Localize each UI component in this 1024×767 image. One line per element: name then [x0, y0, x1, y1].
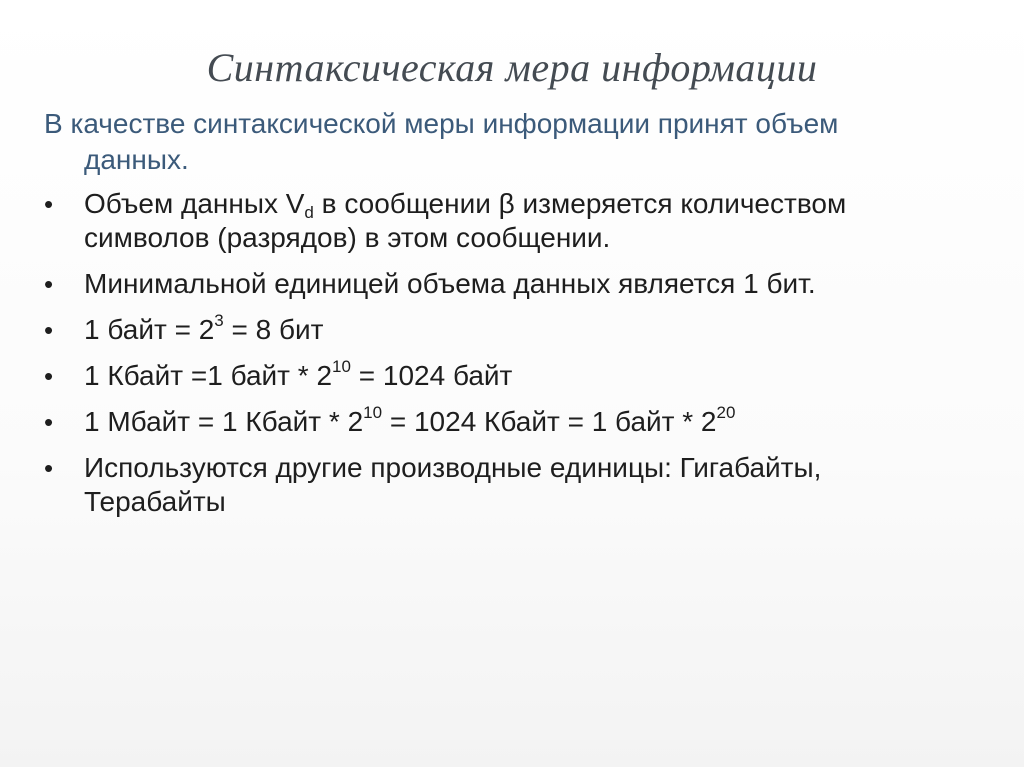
formula-exponent: 20 [716, 403, 736, 422]
bullet-item-data-volume [44, 187, 984, 255]
intro-line-2: данных. [84, 144, 189, 175]
bullet-item-min-unit [44, 267, 984, 301]
formula-exponent: 3 [214, 311, 224, 330]
bullet-item-byte [44, 313, 984, 347]
bullet-item-derived-units [44, 451, 984, 519]
formula-text: 1 Кбайт =1 байт * 2 [84, 360, 333, 391]
slide-title: Синтаксическая мера информации [206, 45, 818, 90]
bullet-icon: • [44, 361, 54, 391]
bullet-text: Терабайты [84, 486, 226, 517]
bullet-icon: • [44, 269, 54, 299]
bullet-text: символов (разрядов) в этом сообщении. [84, 222, 611, 253]
variable-v: V [285, 188, 305, 219]
formula-exponent: 10 [332, 357, 351, 376]
bullet-text: Объем данных [84, 188, 286, 219]
intro-paragraph [44, 106, 964, 178]
formula-text: = 1024 байт [350, 360, 513, 391]
intro-line-1: В качестве синтаксической меры информации принят объем [44, 108, 839, 139]
bullet-item-megabyte [44, 405, 984, 439]
bullet-text: Используются другие производные единицы: Гигабайты, [84, 452, 822, 483]
formula-text: = 1024 Кбайт = 1 байт * 2 [382, 406, 717, 437]
bullet-item-kilobyte [44, 359, 984, 393]
formula-text: 1 Мбайт = 1 Кбайт * 2 [84, 406, 364, 437]
bullet-list [44, 187, 984, 531]
formula-text: 1 байт = 2 [84, 314, 215, 345]
bullet-icon: • [44, 453, 54, 483]
bullet-icon: • [44, 189, 54, 219]
bullet-icon: • [44, 315, 54, 345]
bullet-icon: • [44, 407, 54, 437]
formula-text: = 8 бит [223, 314, 324, 345]
bullet-text: Минимальной единицей объема данных является 1 бит. [84, 268, 816, 299]
formula-exponent: 10 [363, 403, 383, 422]
variable-v-subscript: d [304, 203, 314, 222]
bullet-text: в сообщении β измеряется количеством [313, 188, 847, 219]
